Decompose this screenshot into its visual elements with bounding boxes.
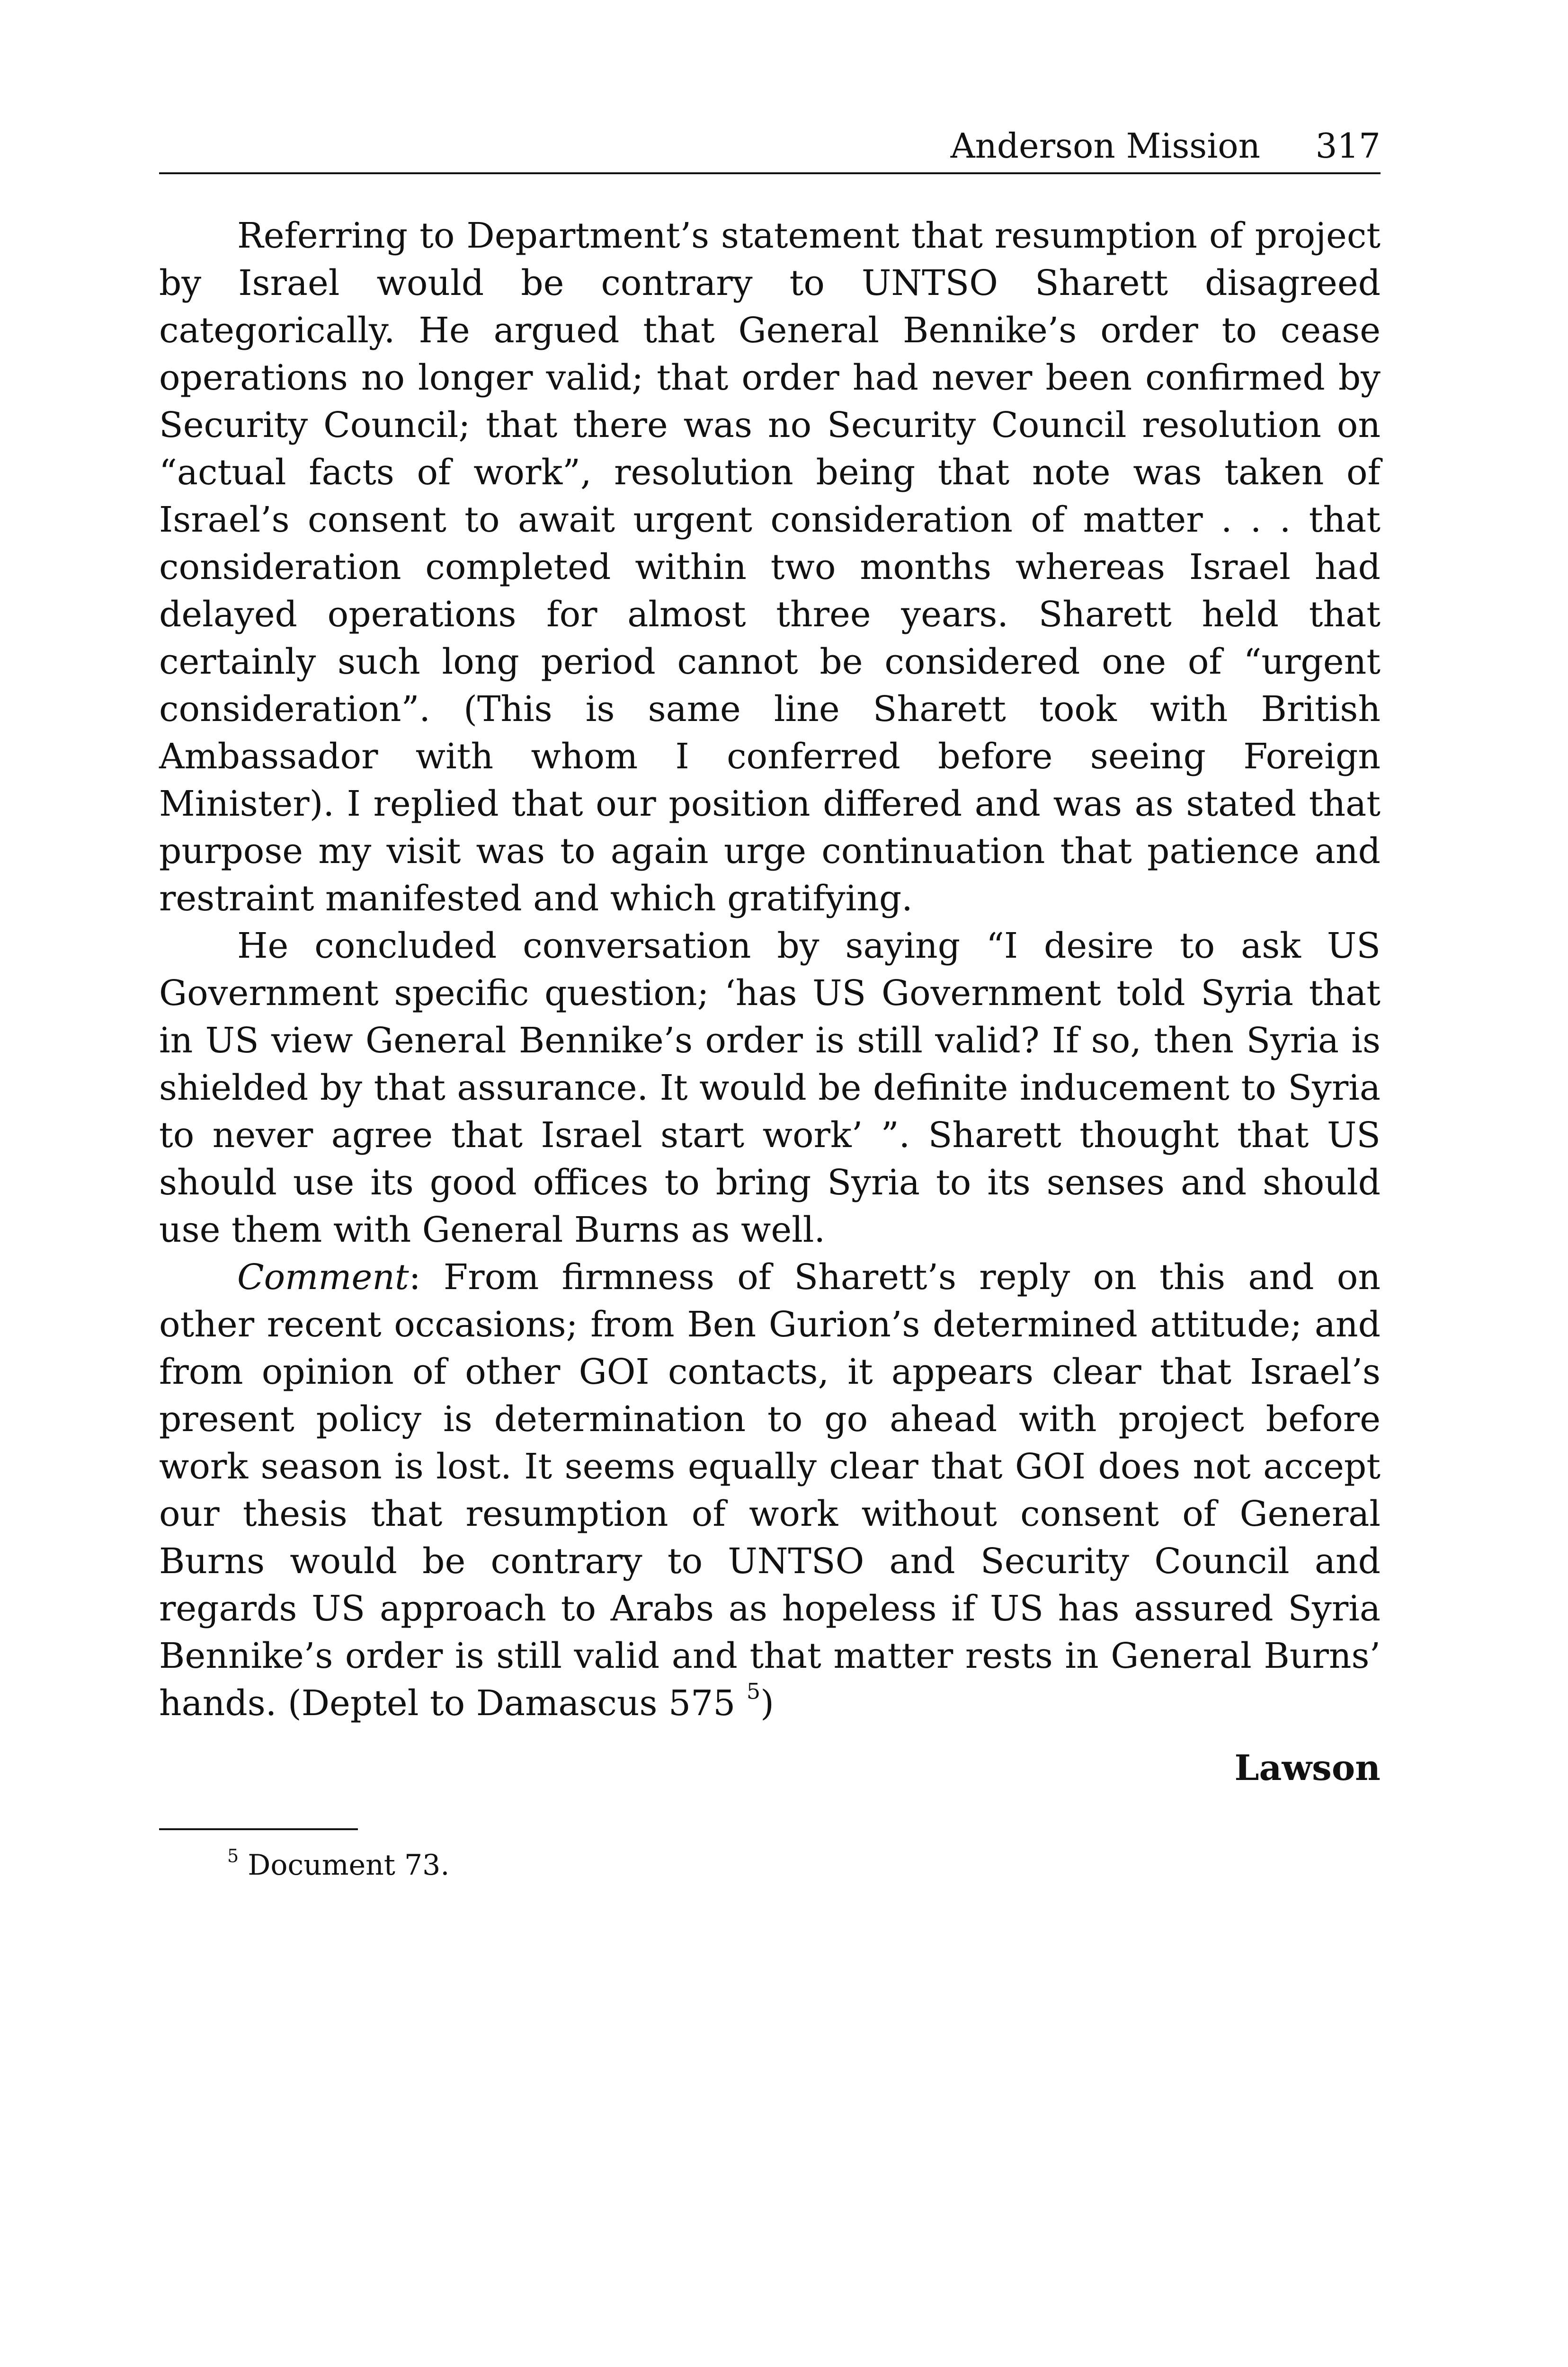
running-header [159, 127, 1381, 174]
running-title: Anderson Mission [950, 126, 1260, 166]
footnote-divider [159, 1828, 358, 1830]
page-number: 317 [1315, 126, 1381, 166]
comment-label: Comment [237, 1257, 409, 1298]
comment-closing-paren: ) [760, 1683, 774, 1724]
paragraph-3 [159, 1254, 1381, 1727]
paragraph-2: He concluded conversation by saying “I desire to ask US Government specific question; ‘has US Government told Syria that in US view General Bennike’s order is still valid? If so, then Syria is shielded by that assurance. It would be definite inducement to Syria to never agree that Israel start work’ ”. Sharett thought that US should use its good offices to bring Syria to its senses and should use them with General Burns as well. [159, 925, 1381, 1250]
body-text [159, 212, 1381, 1727]
comment-text: : From firmness of Sharett’s reply on this and on other recent occasions; from Ben Gurion’s determined attitude; and from opinion of other GOI contacts, it appears clear that Israel’s present policy is determination to go ahead with project before work season is lost. It seems equally clear that GOI does not accept our thesis that resumption of work without consent of General Burns would be contrary to UNTSO and Security Council and regards US approach to Arabs as hopeless if US has assured Syria Bennike’s order is still valid and that matter rests in General Burns’ hands. (Deptel to Damascus 575 [159, 1257, 1381, 1724]
footnote [227, 1846, 449, 1884]
footnote-reference: 5 [746, 1678, 761, 1704]
signature: Lawson [1234, 1748, 1381, 1789]
footnote-text: Document 73. [248, 1849, 450, 1882]
paragraph-1: Referring to Department’s statement that resumption of project by Israel would be contrary to UNTSO Sharett disagreed categorically. He argued that General Bennike’s order to cease operations no longer valid; that order had never been confirmed by Security Council; that there was no Security Council resolution on “actual facts of work”, resolution being that note was taken of Israel’s consent to await urgent consideration of matter . . . that consideration completed within two months whereas Israel had delayed operations for almost three years. Sharett held that certainly such long period cannot be considered one of “urgent consideration”. (This is same line Sharett took with British Ambassador with whom I conferred before seeing Foreign Minister). I replied that our position differed and was as stated that purpose my visit was to again urge continuation that patience and restraint manifested and which gratifying. [159, 215, 1381, 919]
footnote-marker: 5 [227, 1845, 239, 1867]
